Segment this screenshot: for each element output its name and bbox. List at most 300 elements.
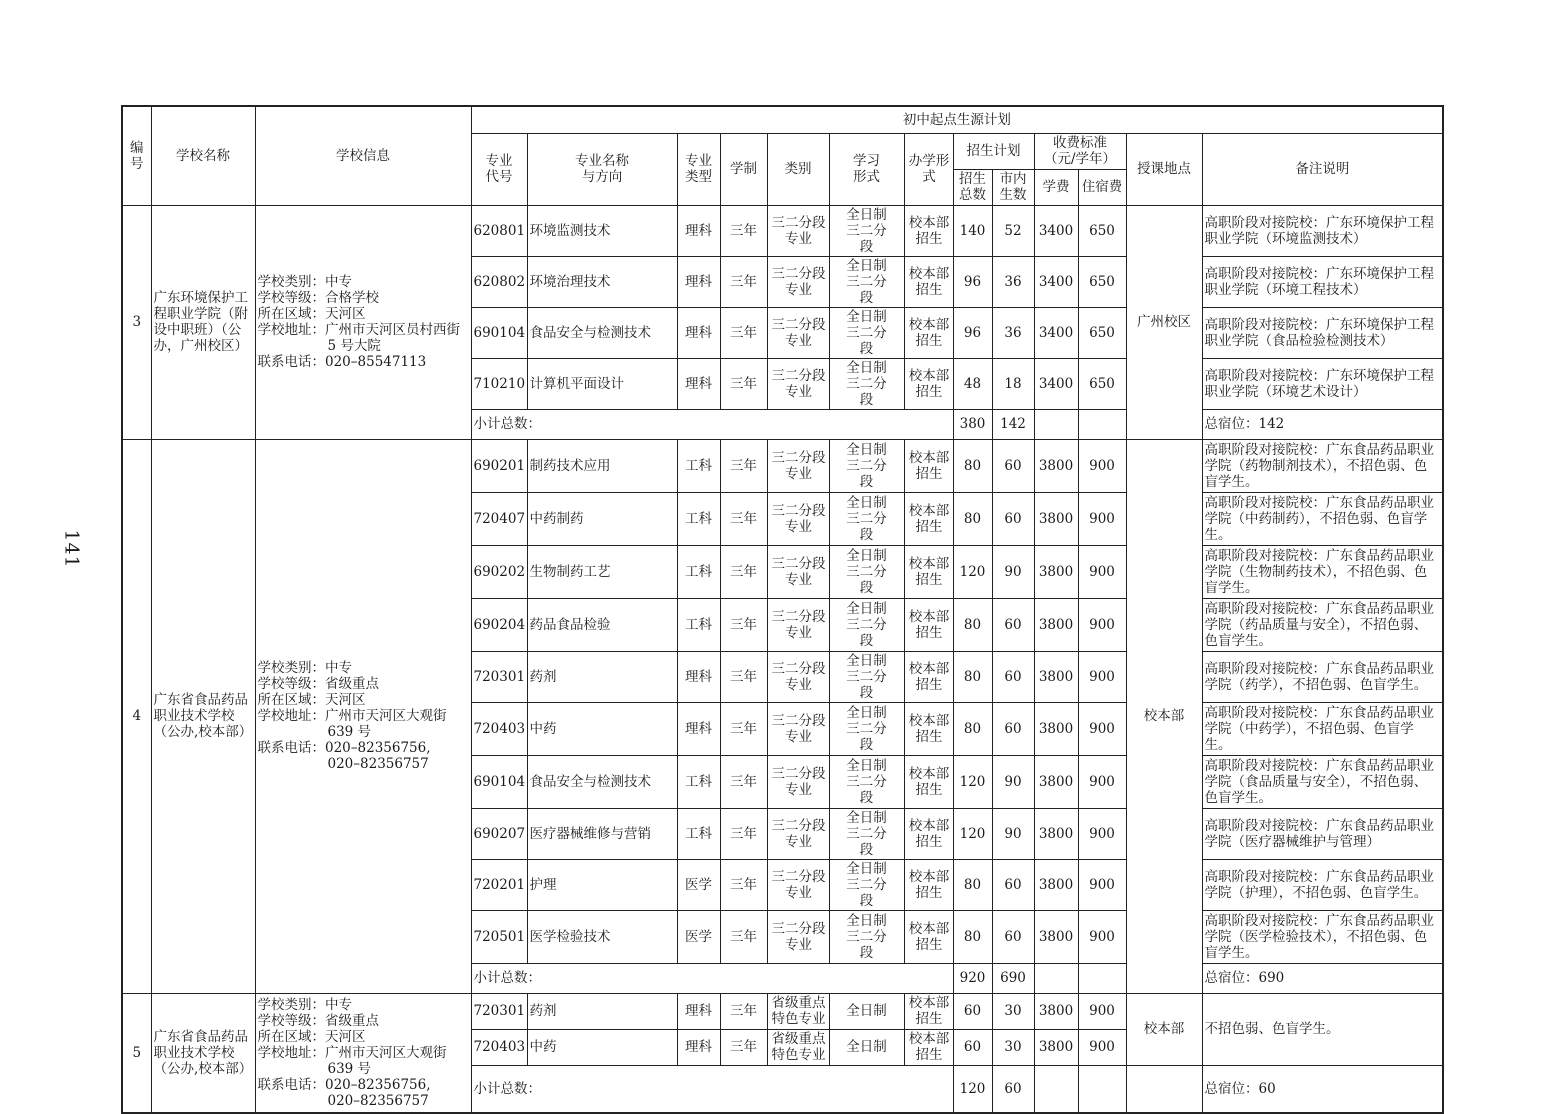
school-info [255,439,471,993]
major-study-form-text: 全日制三二分段 [846,809,887,858]
major-category-text: 省级重点特色专业 [771,1031,826,1063]
major-name: 环境监测技术 [527,205,677,256]
major-study-form [829,651,904,702]
major-duration: 三年 [720,993,767,1029]
header-school-name: 学校名称 [151,106,255,205]
major-type: 工科 [677,808,720,859]
major-run-form [904,910,953,963]
major-study-form [829,755,904,808]
school-no: 3 [122,205,151,439]
header-no: 编号 [122,106,151,205]
dorm-total: 总宿位：60 [1202,1065,1443,1113]
major-study-form-text: 全日制三二分段 [846,757,887,806]
enroll-total: 80 [953,598,992,651]
header-run-form: 办学形式 [904,133,953,205]
dorm-fee: 900 [1078,492,1126,545]
major-type: 工科 [677,492,720,545]
school-info-line: 639 号 [327,1060,372,1077]
school-info-line: 5 号大院 [327,338,381,354]
enroll-city: 60 [992,910,1034,963]
major-run-form-text: 校本部招生 [908,660,950,693]
major-run-form-text: 校本部招生 [908,1031,950,1063]
major-run-form [904,205,953,256]
header-major-name: 专业名称与方向 [527,133,677,205]
remark: 高职阶段对接院校：广东食品药品职业学院（药品质量与安全），不招色弱、色盲学生。 [1202,598,1443,651]
school-info-line: 联系电话：020–85547113 [257,354,427,370]
subtotal-total: 380 [953,409,992,439]
enroll-city: 90 [992,545,1034,598]
major-category [767,598,829,651]
major-category-text: 三二分段专业 [771,502,826,535]
header-category: 类别 [767,133,829,205]
major-study-form-text: 全日制 [846,1039,887,1055]
major-duration: 三年 [720,598,767,651]
major-run-form-text: 校本部招生 [908,868,950,901]
major-study-form-text: 全日制 [846,1003,887,1019]
school-name: 广东省食品药品职业技术学校（公办,校本部） [151,993,255,1113]
school-name: 广东环境保护工程职业学院（附设中职班）（公办，广州校区） [151,205,255,439]
subtotal-city: 690 [992,963,1034,993]
dorm-total: 总宿位：142 [1202,409,1443,439]
major-duration: 三年 [720,910,767,963]
school-info-line: 学校等级：省级重点 [257,1012,379,1029]
major-category [767,307,829,358]
major-type: 理科 [677,205,720,256]
dorm-fee: 900 [1078,755,1126,808]
dorm-fee: 650 [1078,256,1126,307]
enroll-total: 96 [953,307,992,358]
enroll-city: 36 [992,256,1034,307]
enroll-total: 48 [953,358,992,409]
major-run-form-text: 校本部招生 [908,214,950,247]
tuition: 3800 [1034,859,1078,910]
major-category-text: 三二分段专业 [771,712,826,745]
subtotal-label: 小计总数： [471,1065,953,1113]
enroll-total: 120 [953,545,992,598]
major-run-form [904,545,953,598]
header-tuition: 学费 [1034,169,1078,205]
table-header [122,106,1443,205]
major-name: 药剂 [527,651,677,702]
table-row [122,439,1443,492]
major-duration: 三年 [720,256,767,307]
remark: 高职阶段对接院校：广东环境保护工程职业学院（环境监测技术） [1202,205,1443,256]
header-enroll-city: 市内生数 [992,169,1034,205]
enroll-total: 60 [953,1029,992,1065]
major-study-form-text: 全日制三二分段 [846,547,887,596]
school-no: 4 [122,439,151,993]
major-run-form [904,651,953,702]
major-code: 720201 [471,859,527,910]
tuition: 3800 [1034,492,1078,545]
major-category [767,256,829,307]
major-code: 690104 [471,755,527,808]
dorm-fee: 900 [1078,910,1126,963]
subtotal-total: 920 [953,963,992,993]
major-run-form-text: 校本部招生 [908,817,950,850]
major-run-form [904,439,953,492]
tuition: 3400 [1034,205,1078,256]
major-run-form-text: 校本部招生 [908,920,950,953]
major-category [767,545,829,598]
dorm-total: 总宿位：690 [1202,963,1443,993]
major-type: 理科 [677,1029,720,1065]
major-duration: 三年 [720,545,767,598]
header-study-form: 学习形式 [829,133,904,205]
major-name: 食品安全与检测技术 [527,755,677,808]
major-study-form-text: 全日制三二分段 [846,912,887,961]
major-name: 中药 [527,702,677,755]
header-fee-standard: 收费标准（元/学年） [1034,133,1126,169]
dorm-fee: 900 [1078,545,1126,598]
major-code: 620802 [471,256,527,307]
major-type: 理科 [677,993,720,1029]
header-plan-title: 初中起点生源计划 [471,106,1443,133]
major-category [767,1029,829,1065]
major-category-text: 三二分段专业 [771,265,826,298]
major-category [767,702,829,755]
enroll-city: 60 [992,859,1034,910]
enroll-total: 120 [953,755,992,808]
school-info-line: 020–82356757 [327,1092,429,1109]
dorm-fee: 900 [1078,808,1126,859]
remark: 高职阶段对接院校：广东食品药品职业学院（食品质量与安全），不招色弱、色盲学生。 [1202,755,1443,808]
school-info-line: 学校等级：省级重点 [257,676,379,692]
major-name: 环境治理技术 [527,256,677,307]
major-study-form-text: 全日制三二分段 [846,206,887,255]
major-run-form [904,256,953,307]
subtotal-city: 142 [992,409,1034,439]
major-run-form [904,1029,953,1065]
subtotal-label: 小计总数： [471,409,953,439]
major-duration: 三年 [720,307,767,358]
major-type: 理科 [677,651,720,702]
major-category-text: 三二分段专业 [771,214,826,247]
tuition: 3800 [1034,910,1078,963]
school-info-line: 学校地址：广州市天河区大观街 [257,708,447,724]
major-type: 工科 [677,755,720,808]
major-study-form [829,439,904,492]
tuition: 3800 [1034,598,1078,651]
major-category [767,492,829,545]
tuition: 3800 [1034,808,1078,859]
major-run-form-text: 校本部招生 [908,265,950,298]
remark: 高职阶段对接院校：广东食品药品职业学院（药物制剂技术），不招色弱、色盲学生。 [1202,439,1443,492]
enroll-city: 60 [992,492,1034,545]
subtotal-label: 小计总数： [471,963,953,993]
major-duration: 三年 [720,651,767,702]
major-name: 计算机平面设计 [527,358,677,409]
major-code: 710210 [471,358,527,409]
major-run-form [904,492,953,545]
dorm-fee: 900 [1078,439,1126,492]
remark: 高职阶段对接院校：广东食品药品职业学院（药学），不招色弱、色盲学生。 [1202,651,1443,702]
major-run-form-text: 校本部招生 [908,449,950,482]
enroll-city: 60 [992,598,1034,651]
remark: 高职阶段对接院校：广东食品药品职业学院（医学检验技术），不招色弱、色盲学生。 [1202,910,1443,963]
major-name: 制药技术应用 [527,439,677,492]
major-duration: 三年 [720,808,767,859]
major-duration: 三年 [720,859,767,910]
tuition: 3400 [1034,358,1078,409]
enroll-total: 96 [953,256,992,307]
dorm-fee: 650 [1078,358,1126,409]
enroll-city: 18 [992,358,1034,409]
major-study-form-text: 全日制三二分段 [846,652,887,701]
tuition: 3800 [1034,1029,1078,1065]
major-duration: 三年 [720,702,767,755]
major-study-form [829,545,904,598]
major-category [767,358,829,409]
major-category-text: 三二分段专业 [771,367,826,400]
major-name: 药剂 [527,993,677,1029]
major-code: 720301 [471,993,527,1029]
major-category-text: 三二分段专业 [771,555,826,588]
major-category-text: 三二分段专业 [771,316,826,349]
major-duration: 三年 [720,439,767,492]
major-study-form [829,910,904,963]
enrollment-table [121,105,1444,1114]
school-name: 广东省食品药品职业技术学校（公办,校本部） [151,439,255,993]
major-study-form [829,256,904,307]
major-type: 医学 [677,859,720,910]
remark: 高职阶段对接院校：广东环境保护工程职业学院（食品检验检测技术） [1202,307,1443,358]
tuition: 3400 [1034,256,1078,307]
header-remarks: 备注说明 [1202,133,1443,205]
dorm-fee: 900 [1078,993,1126,1029]
school-info-line: 所在区域：天河区 [257,692,366,708]
subtotal-tuition-empty [1034,963,1078,993]
major-duration: 三年 [720,205,767,256]
remark: 高职阶段对接院校：广东环境保护工程职业学院（环境工程技术） [1202,256,1443,307]
major-type: 工科 [677,545,720,598]
dorm-fee: 900 [1078,651,1126,702]
dorm-fee: 900 [1078,859,1126,910]
location: 广州校区 [1126,205,1202,439]
subtotal-city: 60 [992,1065,1034,1113]
school-info [255,205,471,439]
enroll-total: 80 [953,651,992,702]
major-code: 720403 [471,1029,527,1065]
tuition: 3800 [1034,755,1078,808]
major-code: 690207 [471,808,527,859]
major-category [767,859,829,910]
major-code: 690204 [471,598,527,651]
major-study-form-text: 全日制三二分段 [846,704,887,753]
major-type: 医学 [677,910,720,963]
major-duration: 三年 [720,755,767,808]
header-enroll-total: 招生总数 [953,169,992,205]
subtotal-tuition-empty [1034,1065,1078,1113]
school-info [255,993,471,1113]
school-info-line: 联系电话：020–82356756, [257,740,431,756]
major-run-form [904,702,953,755]
subtotal-dorm-empty [1078,409,1126,439]
dorm-fee: 650 [1078,307,1126,358]
major-category [767,993,829,1029]
enroll-total: 80 [953,910,992,963]
tuition: 3800 [1034,439,1078,492]
tuition: 3800 [1034,545,1078,598]
major-category-text: 三二分段专业 [771,608,826,641]
major-study-form [829,598,904,651]
major-run-form [904,358,953,409]
subtotal-tuition-empty [1034,409,1078,439]
enroll-city: 90 [992,755,1034,808]
enroll-city: 30 [992,1029,1034,1065]
subtotal-location-empty [1126,1065,1202,1113]
major-category-text: 三二分段专业 [771,868,826,901]
major-category-text: 省级重点特色专业 [771,995,826,1027]
major-category-text: 三二分段专业 [771,920,826,953]
enroll-total: 80 [953,439,992,492]
enroll-city: 90 [992,808,1034,859]
school-info-line: 学校等级：合格学校 [257,290,379,306]
major-code: 720407 [471,492,527,545]
major-type: 理科 [677,307,720,358]
school-info-line: 学校类别：中专 [257,996,352,1013]
major-run-form-text: 校本部招生 [908,555,950,588]
header-location: 授课地点 [1126,133,1202,205]
school-info-line: 学校类别：中专 [257,274,352,290]
header-duration: 学制 [720,133,767,205]
enroll-total: 60 [953,993,992,1029]
major-run-form-text: 校本部招生 [908,765,950,798]
major-study-form [829,358,904,409]
major-name: 护理 [527,859,677,910]
major-type: 理科 [677,256,720,307]
remark: 高职阶段对接院校：广东食品药品职业学院（护理），不招色弱、色盲学生。 [1202,859,1443,910]
major-category [767,205,829,256]
major-name: 食品安全与检测技术 [527,307,677,358]
header-enroll-plan: 招生计划 [953,133,1034,169]
major-study-form [829,859,904,910]
major-type: 工科 [677,598,720,651]
major-study-form-text: 全日制三二分段 [846,441,887,490]
remark: 不招色弱、色盲学生。 [1202,993,1443,1065]
major-duration: 三年 [720,492,767,545]
major-category-text: 三二分段专业 [771,660,826,693]
school-info-line: 学校类别：中专 [257,660,352,676]
major-run-form [904,808,953,859]
major-run-form [904,993,953,1029]
remark: 高职阶段对接院校：广东环境保护工程职业学院（环境艺术设计） [1202,358,1443,409]
school-info-line: 所在区域：天河区 [257,306,366,322]
tuition: 3800 [1034,651,1078,702]
major-study-form [829,205,904,256]
page-number: 141 [60,529,83,569]
major-run-form [904,859,953,910]
major-run-form-text: 校本部招生 [908,712,950,745]
subtotal-total: 120 [953,1065,992,1113]
major-name: 医学检验技术 [527,910,677,963]
subtotal-dorm-empty [1078,1065,1126,1113]
major-code: 690201 [471,439,527,492]
major-run-form-text: 校本部招生 [908,316,950,349]
major-category-text: 三二分段专业 [771,765,826,798]
major-study-form [829,993,904,1029]
dorm-fee: 900 [1078,598,1126,651]
school-info-line: 所在区域：天河区 [257,1028,366,1045]
major-study-form [829,492,904,545]
enroll-city: 36 [992,307,1034,358]
dorm-fee: 900 [1078,1029,1126,1065]
major-study-form-text: 全日制三二分段 [846,359,887,408]
enroll-total: 120 [953,808,992,859]
major-category [767,651,829,702]
major-name: 医疗器械维修与营销 [527,808,677,859]
school-info-line: 020–82356757 [327,756,429,772]
school-info-line: 学校地址：广州市天河区员村西街 [257,322,460,338]
major-duration: 三年 [720,358,767,409]
major-study-form [829,307,904,358]
enroll-total: 140 [953,205,992,256]
major-run-form [904,755,953,808]
major-run-form-text: 校本部招生 [908,367,950,400]
school-info-line: 学校地址：广州市天河区大观街 [257,1044,447,1061]
enroll-total: 80 [953,492,992,545]
major-name: 生物制药工艺 [527,545,677,598]
table-row [122,205,1443,256]
location: 校本部 [1126,993,1202,1065]
table-body [122,205,1443,1113]
major-code: 720403 [471,702,527,755]
major-category-text: 三二分段专业 [771,817,826,850]
dorm-fee: 900 [1078,702,1126,755]
tuition: 3400 [1034,307,1078,358]
enroll-city: 60 [992,702,1034,755]
enroll-total: 80 [953,859,992,910]
major-run-form [904,307,953,358]
major-run-form [904,598,953,651]
header-major-code: 专业代号 [471,133,527,205]
major-run-form-text: 校本部招生 [908,995,950,1027]
header-school-info: 学校信息 [255,106,471,205]
major-study-form-text: 全日制三二分段 [846,600,887,649]
major-study-form-text: 全日制三二分段 [846,308,887,357]
header-major-type: 专业类型 [677,133,720,205]
school-info-line: 联系电话：020–82356756, [257,1076,431,1093]
location: 校本部 [1126,439,1202,993]
enroll-city: 60 [992,651,1034,702]
major-code: 720301 [471,651,527,702]
major-type: 工科 [677,439,720,492]
major-run-form-text: 校本部招生 [908,502,950,535]
enroll-total: 80 [953,702,992,755]
major-category [767,755,829,808]
major-study-form [829,702,904,755]
major-code: 620801 [471,205,527,256]
enroll-city: 30 [992,993,1034,1029]
major-study-form [829,1029,904,1065]
subtotal-dorm-empty [1078,963,1126,993]
dorm-fee: 650 [1078,205,1126,256]
major-type: 理科 [677,358,720,409]
major-duration: 三年 [720,1029,767,1065]
major-category-text: 三二分段专业 [771,449,826,482]
tuition: 3800 [1034,993,1078,1029]
major-category [767,439,829,492]
header-dorm: 住宿费 [1078,169,1126,205]
major-name: 中药制药 [527,492,677,545]
table-row [122,993,1443,1029]
major-code: 690202 [471,545,527,598]
remark: 高职阶段对接院校：广东食品药品职业学院（中药制药），不招色弱、色盲学生。 [1202,492,1443,545]
major-type: 理科 [677,702,720,755]
remark: 高职阶段对接院校：广东食品药品职业学院（中药学），不招色弱、色盲学生。 [1202,702,1443,755]
major-study-form-text: 全日制三二分段 [846,860,887,909]
major-name: 中药 [527,1029,677,1065]
